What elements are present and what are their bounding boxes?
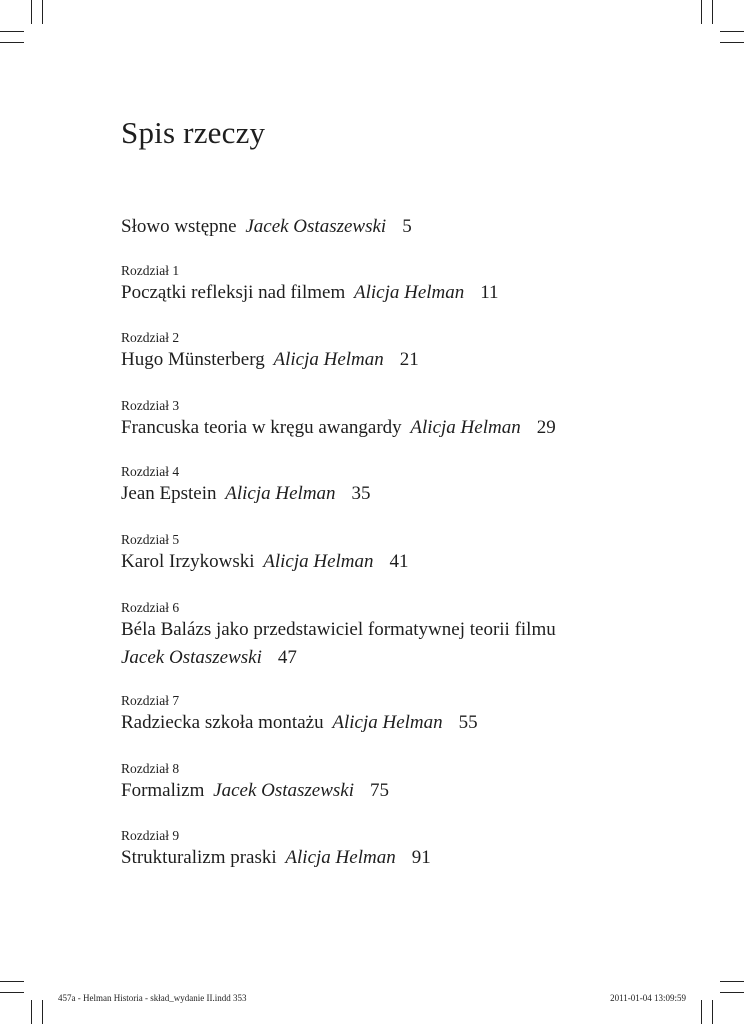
toc-entry-chapter-6 [121,600,556,672]
toc-line [121,777,389,805]
toc-entry-text: Strukturalizm praski [121,847,277,868]
toc-entry-chapter-5 [121,532,409,576]
crop-mark [720,992,744,993]
toc-line [121,414,556,442]
toc-entry-author: Alicja Helman [273,349,384,370]
toc-line [121,709,478,737]
toc-entry-page: 91 [411,847,431,868]
chapter-label: Rozdział 9 [121,828,180,843]
crop-mark [720,42,744,43]
toc-entry-author: Alicja Helman [353,282,465,303]
crop-mark [31,1000,32,1024]
toc-entry-chapter-1 [121,263,499,307]
chapter-label: Rozdział 3 [121,398,180,413]
toc-line [121,213,412,241]
toc-entry-chapter-9 [121,828,431,872]
crop-mark [701,1000,702,1024]
toc-entry-page: 55 [458,712,478,733]
crop-mark [701,0,702,24]
toc-line [121,616,556,644]
chapter-label: Rozdział 8 [121,761,180,776]
toc-line [121,279,499,307]
crop-mark [0,31,24,32]
toc-entry-text: Béla Balázs jako przedstawiciel formatywnej teorii filmu [121,619,556,640]
crop-mark [31,0,32,24]
crop-mark [712,0,713,24]
chapter-label: Rozdział 5 [121,532,180,547]
crop-mark [0,981,24,982]
toc-entry-page: 5 [402,216,412,237]
page-title: Spis rzeczy [121,115,266,150]
chapter-label: Rozdział 2 [121,330,180,345]
print-slug-timestamp: 2011-01-04 13:09:59 [610,993,686,1003]
toc-entry-text: Francuska teoria w kręgu awangardy [121,417,402,438]
toc-entry-author: Alicja Helman [225,483,336,504]
toc-line [121,548,409,576]
crop-mark [720,31,744,32]
toc-entry-author: Jacek Ostaszewski [245,216,387,237]
toc-entry-page: 21 [399,349,419,370]
print-slug-file: 457a - Helman Historia - skład_wydanie II.indd 353 [58,993,247,1003]
toc-entry-chapter-7 [121,693,478,737]
toc-entry-text: Jean Epstein [121,483,217,504]
toc-entry-text: Karol Irzykowski [121,551,255,572]
crop-mark [42,1000,43,1024]
toc-entry-author: Alicja Helman [285,847,396,868]
toc-entry-text: Formalizm [121,780,205,801]
toc-entry-text: Słowo wstępne [121,216,237,237]
toc-entry-text: Początki refleksji nad filmem [121,282,346,303]
crop-mark [0,992,24,993]
toc-entry-intro [121,213,412,241]
toc-entry-chapter-2 [121,330,419,374]
crop-mark [712,1000,713,1024]
toc-entry-page: 29 [536,417,556,438]
chapter-label: Rozdział 4 [121,464,180,479]
crop-mark [720,981,744,982]
toc-line [121,644,556,672]
toc-entry-author: Alicja Helman [263,551,374,572]
toc-entry-author: Jacek Ostaszewski [213,780,355,801]
toc-entry-page: 47 [277,647,297,668]
toc-entry-chapter-4 [121,464,371,508]
chapter-label: Rozdział 1 [121,263,180,278]
toc-entry-author: Alicja Helman [332,712,443,733]
toc-line [121,346,419,374]
toc-entry-text: Hugo Münsterberg [121,349,265,370]
toc-entry-chapter-8 [121,761,389,805]
chapter-label: Rozdział 7 [121,693,180,708]
toc-entry-page: 35 [351,483,371,504]
toc-line [121,480,371,508]
crop-mark [42,0,43,24]
toc-entry-page: 11 [480,282,499,303]
toc-entry-author: Jacek Ostaszewski [121,647,262,668]
toc-entry-author: Alicja Helman [410,417,521,438]
toc-entry-page: 75 [370,780,390,801]
crop-mark [0,42,24,43]
toc-entry-chapter-3 [121,398,556,442]
chapter-label: Rozdział 6 [121,600,180,615]
toc-line [121,844,431,872]
toc-entry-page: 41 [389,551,409,572]
toc-entry-text: Radziecka szkoła montażu [121,712,324,733]
